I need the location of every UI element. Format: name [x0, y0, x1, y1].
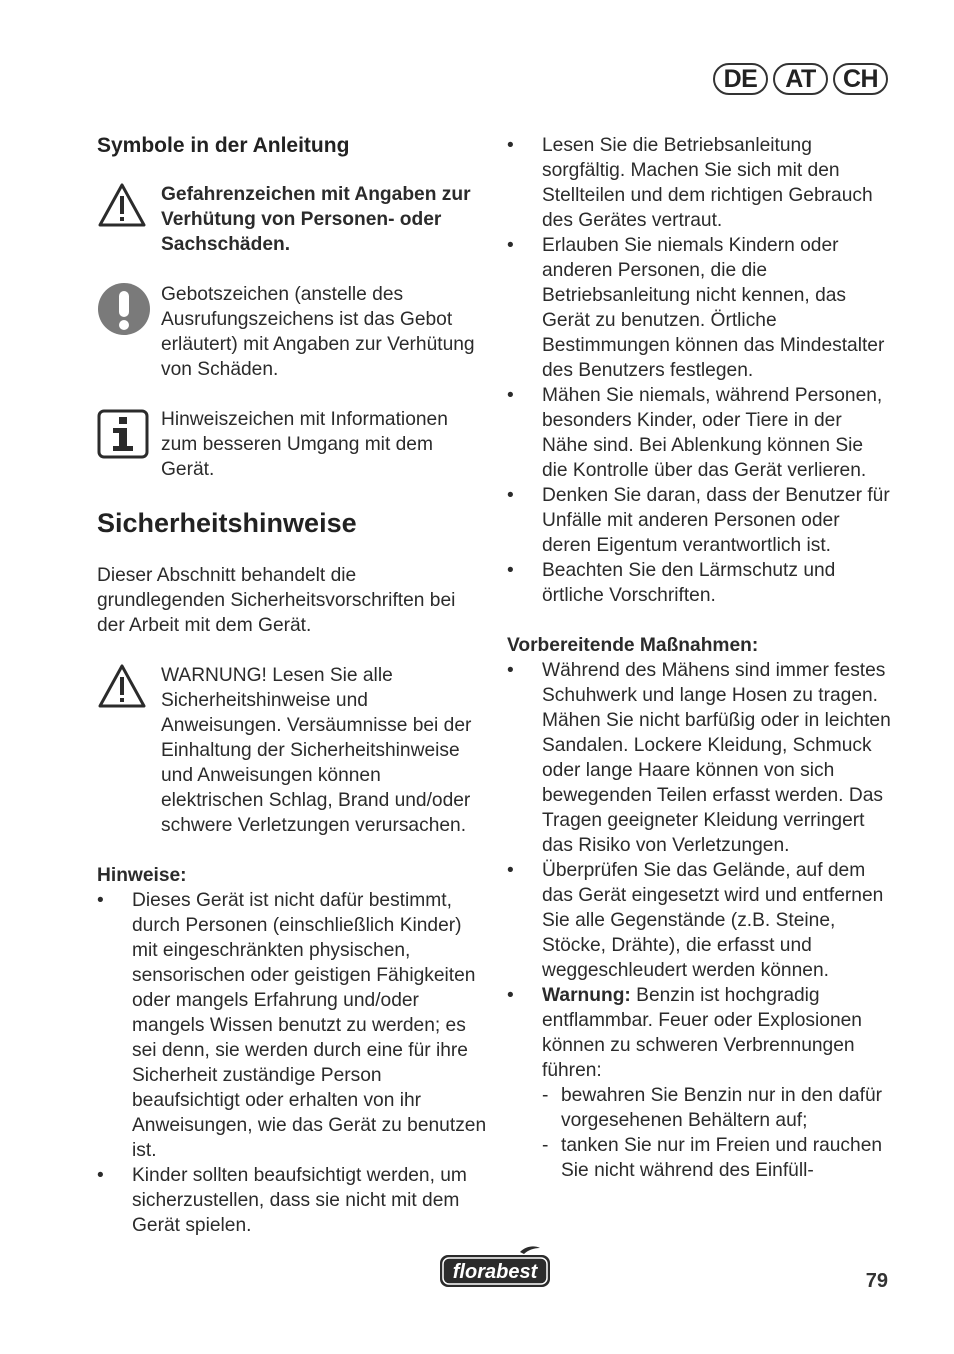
right-column — [507, 133, 892, 1183]
list-item: - tanken Sie nur im Freien und rauchen Sie nicht während des Einfüll- — [542, 1133, 892, 1183]
info-square-icon — [97, 407, 161, 466]
symbol-row-mandatory — [97, 282, 487, 382]
prep-heading: Vorbereitende Maßnahmen: — [507, 635, 759, 656]
notes-heading: Hinweise: — [97, 865, 187, 886]
notes-list — [97, 888, 487, 1238]
symbol-text-danger: Gefahrenzeichen mit Angaben zur Verhütung von Personen- oder Sachschäden. — [161, 184, 471, 255]
list-item: • Beachten Sie den Lärmschutz und örtliche Vorschriften. — [507, 558, 892, 608]
fuel-warning-label: Warnung: — [542, 985, 631, 1006]
warning-triangle-icon — [97, 182, 161, 235]
safety-heading: Sicherheitshinweise — [97, 508, 357, 538]
brand-logo — [438, 1244, 552, 1295]
list-item: • Denken Sie daran, dass der Benutzer für Unfälle mit anderen Personen oder deren Eigentum verantwortlich ist. — [507, 483, 892, 558]
country-badge-at: AT — [773, 63, 828, 95]
prep-list — [507, 658, 892, 1183]
list-item: • Lesen Sie die Betriebsanleitung sorgfältig. Machen Sie sich mit den Stellteilen und dem richtigen Gebrauch des Gerätes vertraut. — [507, 133, 892, 233]
page-number: 79 — [865, 1270, 888, 1292]
list-item-fuel-warning — [507, 983, 892, 1183]
list-item: • Dieses Gerät ist nicht dafür bestimmt, durch Personen (einschließlich Kinder) mit eingeschränkten physischen, sensorischen oder geistigen Fähigkeiten oder mangels Erfahrung und/oder mangels Wissen benutzt zu werden; es sei denn, sie werden durch eine für ihre Sicherheit zuständige Person beaufsichtigt oder erhalten von ihr Anweisungen, wie das Gerät zu benutzen ist. — [97, 888, 487, 1163]
symbol-text-mandatory: Gebotszeichen (anstelle des Ausrufungszeichens ist das Gebot erläutert) mit Angaben zur Verhütung von Schäden. — [161, 284, 475, 380]
country-badge-ch: CH — [833, 63, 888, 95]
list-item: • Kinder sollten beaufsichtigt werden, um sicherzustellen, dass sie nicht mit dem Gerät spielen. — [97, 1163, 487, 1238]
symbol-text-info: Hinweiszeichen mit Informationen zum besseren Umgang mit dem Gerät. — [161, 409, 448, 480]
symbols-title: Symbole in der Anleitung — [97, 134, 350, 157]
fuel-dash-list — [542, 1083, 892, 1183]
list-item: • Erlauben Sie niemals Kindern oder anderen Personen, die die Betriebsanleitung nicht kennen, das Gerät zu benutzen. Örtliche Bestimmungen können das Mindestalter des Benutzers festlegen. — [507, 233, 892, 383]
left-column — [97, 133, 487, 1238]
warning-triangle-icon — [97, 663, 161, 716]
list-item: - bewahren Sie Benzin nur in den dafür vorgesehenen Behältern auf; — [542, 1083, 892, 1133]
exclamation-circle-icon — [97, 282, 161, 343]
symbol-row-info — [97, 407, 487, 482]
symbol-row-danger — [97, 182, 487, 257]
general-safety-list — [507, 133, 892, 608]
country-badge-de: DE — [713, 63, 768, 95]
brand-logo-text: florabest — [452, 1261, 538, 1283]
list-item: • Überprüfen Sie das Gelände, auf dem das Gerät eingesetzt wird und entfernen Sie alle Gegenstände (z.B. Steine, Stöcke, Drähte), die erfasst und weggeschleudert werden können. — [507, 858, 892, 983]
safety-intro: Dieser Abschnitt behandelt die grundlegenden Sicherheitsvorschriften bei der Arbeit mit dem Gerät. — [97, 565, 456, 636]
list-item: • Während des Mähens sind immer festes Schuhwerk und lange Hosen zu tragen. Mähen Sie nicht barfüßig oder in leichten Sandalen. Lockere Kleidung, Schmuck oder lange Haare können von sich bewegenden Teilen erfasst werden. Das Tragen geeigneter Kleidung verringert das Risiko von Verletzungen. — [507, 658, 892, 858]
list-item: • Mähen Sie niemals, während Personen, besonders Kinder, oder Tiere in der Nähe sind. Bei Ablenkung können Sie die Kontrolle über das Gerät verlieren. — [507, 383, 892, 483]
warning-text: WARNUNG! Lesen Sie alle Sicherheitshinweise und Anweisungen. Versäumnisse bei der Einhaltung der Sicherheitshinweise und Anweisungen können elektrischen Schlag, Brand und/oder schwere Verletzungen verursachen. — [161, 665, 472, 836]
warning-block — [97, 663, 487, 838]
country-badges — [713, 63, 888, 95]
fuel-warning-text: Benzin ist hochgradig entflammbar. Feuer oder Explosionen können zu schweren Verbrennungen führen: — [542, 985, 862, 1081]
